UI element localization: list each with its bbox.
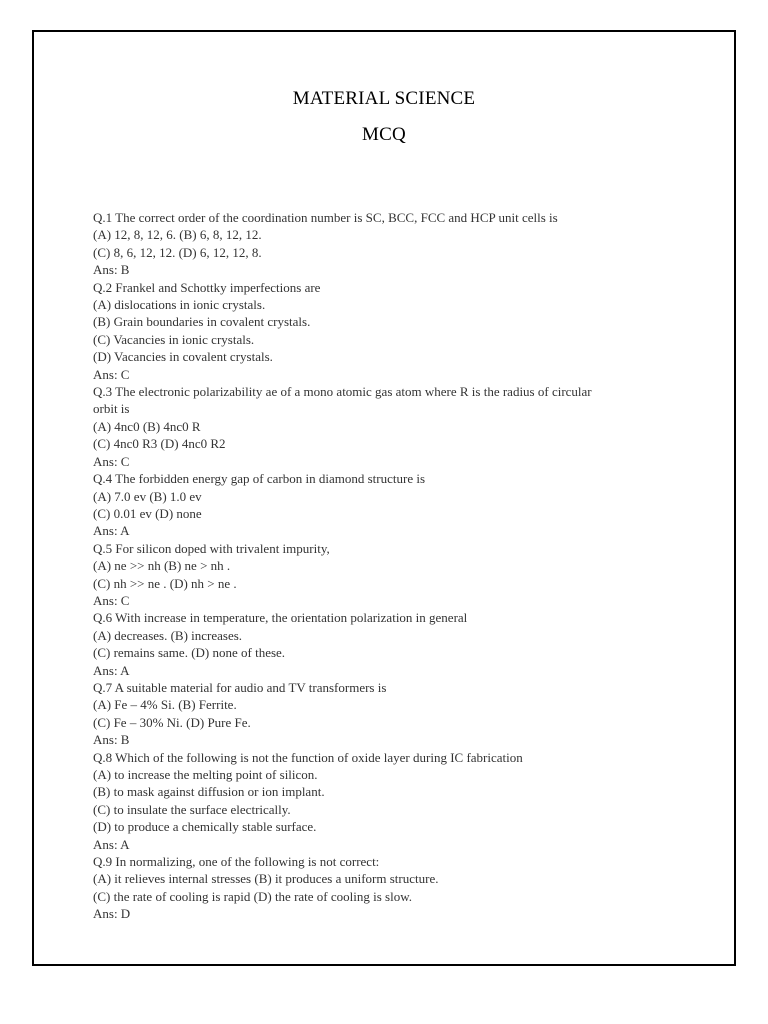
question-5: Q.5 For silicon doped with trivalent impurity,: [93, 540, 330, 556]
page-title: MATERIAL SCIENCE: [292, 88, 476, 109]
question-9-options-cd: (C) the rate of cooling is rapid (D) the rate of cooling is slow.: [93, 888, 413, 904]
question-3-answer: Ans: C: [93, 453, 130, 469]
question-3-continued: orbit is: [93, 401, 130, 417]
question-4-options-ab: (A) 7.0 ev (B) 1.0 ev: [93, 488, 202, 504]
question-4: Q.4 The forbidden energy gap of carbon in diamond structure is: [93, 471, 426, 487]
question-4-options-cd: (C) 0.01 ev (D) none: [93, 505, 202, 521]
question-7: Q.7 A suitable material for audio and TV transformers is: [93, 679, 387, 695]
question-9: Q.9 In normalizing, one of the following is not correct:: [93, 854, 380, 870]
question-8-option-b: (B) to mask against diffusion or ion implant.: [93, 784, 325, 800]
question-2-option-d: (D) Vacancies in covalent crystals.: [93, 349, 273, 365]
question-2-option-b: (B) Grain boundaries in covalent crystals.: [93, 314, 311, 330]
question-6-answer: Ans: A: [93, 662, 130, 678]
question-6: Q.6 With increase in temperature, the orientation polarization in general: [93, 610, 468, 626]
question-3: Q.3 The electronic polarizability ae of a mono atomic gas atom where R is the radius of circular: [93, 384, 592, 400]
question-1-options-ab: (A) 12, 8, 12, 6. (B) 6, 8, 12, 12.: [93, 227, 262, 243]
mcq-body: [93, 209, 713, 923]
question-2-option-a: (A) dislocations in ionic crystals.: [93, 297, 266, 313]
question-6-options-cd: (C) remains same. (D) none of these.: [93, 645, 286, 661]
question-8-option-d: (D) to produce a chemically stable surface.: [93, 819, 317, 835]
question-7-options-cd: (C) Fe – 30% Ni. (D) Pure Fe.: [93, 714, 251, 730]
question-7-options-ab: (A) Fe – 4% Si. (B) Ferrite.: [93, 697, 237, 713]
question-5-answer: Ans: C: [93, 592, 130, 608]
page-subtitle: MCQ: [362, 124, 406, 145]
question-9-answer: Ans: D: [93, 906, 131, 922]
question-1-answer: Ans: B: [93, 262, 130, 278]
question-3-options-ab: (A) 4nc0 (B) 4nc0 R: [93, 418, 201, 434]
question-8: Q.8 Which of the following is not the function of oxide layer during IC fabrication: [93, 749, 523, 765]
question-5-options-ab: (A) ne >> nh (B) ne > nh .: [93, 558, 231, 574]
question-1-options-cd: (C) 8, 6, 12, 12. (D) 6, 12, 12, 8.: [93, 244, 262, 260]
question-6-options-ab: (A) decreases. (B) increases.: [93, 627, 243, 643]
question-8-option-a: (A) to increase the melting point of silicon.: [93, 767, 318, 782]
question-8-option-c: (C) to insulate the surface electrically.: [93, 801, 291, 817]
question-8-answer: Ans: A: [93, 836, 130, 852]
question-2-option-c: (C) Vacancies in ionic crystals.: [93, 331, 255, 347]
question-2-answer: Ans: C: [93, 366, 130, 382]
question-1: Q.1 The correct order of the coordination number is SC, BCC, FCC and HCP unit cells is: [93, 210, 558, 225]
question-4-answer: Ans: A: [93, 523, 130, 539]
question-2: Q.2 Frankel and Schottky imperfections are: [93, 279, 321, 295]
question-5-options-cd: (C) nh >> ne . (D) nh > ne .: [93, 575, 237, 591]
question-3-options-cd: (C) 4nc0 R3 (D) 4nc0 R2: [93, 436, 226, 452]
question-7-answer: Ans: B: [93, 732, 130, 748]
question-9-options-ab: (A) it relieves internal stresses (B) it produces a uniform structure.: [93, 871, 439, 887]
